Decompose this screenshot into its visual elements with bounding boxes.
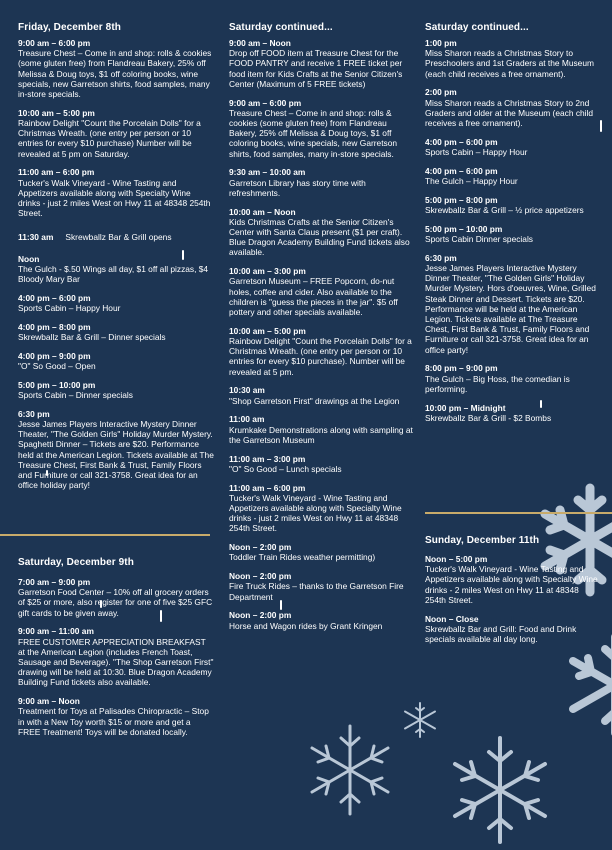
event-time: Noon – 2:00 pm: [229, 542, 292, 553]
event-time: 11:00 am – 6:00 pm: [18, 167, 95, 178]
event-time: 5:00 pm – 10:00 pm: [425, 223, 503, 234]
saturday-continued-event-list: [229, 38, 414, 639]
event-item: [425, 614, 600, 645]
event-item: [425, 195, 600, 215]
event-time: 9:00 am – 11:00 am: [18, 626, 94, 637]
event-description: Miss Sharon reads a Christmas Story to Preschoolers and 1st Graders at the Museum (each child receives a free ornament).: [425, 48, 594, 79]
event-time: 1:00 pm: [425, 38, 457, 48]
event-item: [425, 166, 600, 186]
event-item: [425, 363, 600, 394]
event-description: Sports Cabin Dinner specials: [425, 234, 533, 245]
event-description: The Gulch – Big Hoss, the comedian is performing.: [425, 373, 570, 394]
event-description: Sports Cabin – Happy Hour: [18, 303, 121, 314]
event-time: 9:00 am – 6:00 pm: [229, 97, 302, 108]
event-description: Skrewballz Bar & Grill opens: [65, 232, 172, 243]
event-time: 2:00 pm: [425, 87, 457, 98]
event-description: Jesse James Players Interactive Mystery Dinner Theater, "The Golden Girls" Holiday Murder Mystery. Hors d'oeuvres, Wine, Grilled Steak Dinner and Dessert. Tickets are $20. Performance will be held at the American Legion. Tickets available at The Treasure Chest, First Bank & Trust, Family Floors and Furniture or call 321-3758. Great idea for an office party!: [425, 263, 596, 355]
event-description: Rainbow Delight "Count the Porcelain Dolls" for a Christmas Wreath. (one entry per person or 10 entries for every $10 purchase). Number will be revealed at 5 pm.: [229, 336, 412, 377]
event-description: Tucker's Walk Vineyard - Wine Tasting and Appetizers available along with Specialty Wine drinks - just 2 miles West on Hwy 11 at 48348 254th Street.: [229, 492, 402, 534]
event-time: Noon: [18, 253, 40, 264]
event-time: Noon – 2:00 pm: [229, 610, 292, 621]
event-time: 10:00 am – 5:00 pm: [229, 325, 306, 336]
event-description: Miss Sharon reads a Christmas Story to 2nd Graders and older at the Museum (each child receives a free ornament).: [425, 97, 594, 129]
snowflake-icon: [400, 700, 440, 740]
event-time: Noon – 5:00 pm: [425, 554, 488, 564]
event-time: 7:00 am – 9:00 pm: [18, 577, 91, 587]
event-item: [18, 351, 214, 371]
event-description: Tucker's Walk Vineyard - Wine Tasting and Appetizers available along with Specialty Wine drinks - just 2 miles West on Hwy 11 at 48348 254th Street.: [18, 177, 211, 219]
event-item: [229, 542, 414, 562]
event-time: Noon – Close: [425, 613, 479, 624]
event-description: Kids Christmas Crafts at the Senior Citizen's Center with Santa Claus present ($1 per craft). Blue Dragon Academy Building Fund tickets also available.: [229, 216, 410, 258]
event-time: 4:00 pm – 8:00 pm: [18, 321, 91, 332]
event-time: 8:00 pm – 9:00 pm: [425, 363, 498, 374]
event-description: FREE CUSTOMER APPRECIATION BREAKFAST at the American Legion (includes French Toast, Sausage and Beverage). "The Shop Garretson First" drawing will be held at 10:30. Blue Dragon Academy Building Fund tickets also available.: [18, 636, 214, 688]
day-heading: Saturday continued...: [229, 22, 333, 33]
event-item: [18, 108, 214, 159]
event-item: [229, 38, 414, 89]
event-time: 6:30 pm: [18, 408, 50, 419]
event-time: 9:00 am – Noon: [229, 38, 291, 48]
event-description: Garretson Food Center – 10% off all grocery orders of $25 or more, also register for one of five $25 GFC gift cards to be given away.: [18, 587, 213, 618]
sunday-heading: [425, 530, 600, 548]
event-description: Drop off FOOD item at Treasure Chest for the FOOD PANTRY and receive 1 FREE ticket per food item for Kids Crafts at the Senior Citizen's Center (Maximum of 5 FREE tickets): [229, 48, 403, 89]
event-description: The Gulch - $.50 Wings all day, $1 off all pizzas, $4 Bloody Mary Bar: [18, 263, 209, 285]
event-time: 10:00 am – 3:00 pm: [229, 266, 306, 277]
event-description: "O" So Good – Open: [18, 361, 96, 372]
event-description: Tucker's Walk Vineyard - Wine Tasting and Appetizers available along with Specialty Wine drinks - 2 miles West on Hwy 11 at 48348 254th Street.: [425, 564, 598, 605]
event-item: [229, 414, 414, 445]
event-time: 4:00 pm – 6:00 pm: [425, 165, 498, 176]
event-item: [229, 266, 414, 317]
event-time: 11:30 am: [18, 232, 54, 243]
event-time: 11:00 am – 3:00 pm: [229, 453, 306, 464]
sunday-event-list: [425, 554, 600, 653]
event-description: Jesse James Players Interactive Mystery Dinner Theater, "The Golden Girls" Holiday Murder Mystery. Spaghetti Dinner – Tickets are $20. Performance held at the American Legion. Tickets available at The Treasure Chest, First Bank & Trust, Family Floors and Furniture or call 321-3758. Great idea for an office holiday party!: [18, 419, 214, 491]
event-time: 4:00 pm – 6:00 pm: [425, 136, 498, 147]
event-time: 6:30 pm: [425, 252, 457, 263]
event-item: [18, 227, 214, 245]
event-description: Sports Cabin – Dinner specials: [18, 390, 133, 401]
event-item: [229, 454, 414, 474]
friday-heading: [18, 17, 214, 35]
event-time: 5:00 pm – 10:00 pm: [18, 379, 96, 390]
saturday-evening-event-list: [425, 38, 600, 432]
event-time: 10:00 am – 5:00 pm: [18, 107, 95, 118]
event-item: [18, 322, 214, 342]
event-time: 4:00 pm – 6:00 pm: [18, 292, 91, 303]
day-heading: Saturday, December 9th: [18, 557, 134, 568]
snowflake-icon: [440, 730, 560, 850]
event-description: Garretson Library has story time with refreshments.: [229, 177, 366, 198]
event-description: Skrewballz Bar & Grill – Dinner specials: [18, 332, 166, 343]
event-item: [425, 137, 600, 157]
saturday-heading: [18, 552, 214, 570]
event-item: [229, 98, 414, 159]
event-time: 11:00 am – 6:00 pm: [229, 482, 306, 493]
snow-speck: [600, 120, 602, 132]
event-item: [229, 167, 414, 198]
event-time: 10:00 pm – Midnight: [425, 402, 506, 413]
day-heading: Friday, December 8th: [18, 22, 121, 33]
day-heading: Sunday, December 11th: [425, 535, 540, 546]
event-item: [425, 38, 600, 79]
event-item: [18, 254, 214, 285]
event-item: [18, 38, 214, 99]
day-heading: Saturday continued...: [425, 22, 529, 33]
event-description: Toddler Train Rides weather permitting): [229, 552, 376, 563]
event-item: [18, 293, 214, 313]
event-time: 9:00 am – 6:00 pm: [18, 38, 91, 48]
event-item: [425, 87, 600, 128]
event-time: 5:00 pm – 8:00 pm: [425, 194, 498, 205]
event-time: 9:30 am – 10:00 am: [229, 167, 306, 178]
event-item: [18, 380, 214, 400]
event-time: 11:00 am: [229, 414, 265, 425]
event-item: [18, 167, 214, 218]
saturday-continued-heading: [229, 17, 414, 35]
event-item: [229, 326, 414, 377]
event-item: [229, 571, 414, 602]
event-item: [425, 224, 600, 244]
event-description: Treasure Chest – Come in and shop: rolls & cookies (some gluten free) from Flandreau Bakery, 25% off Melissa & Doug toys, $1 off coloring books, wine specials, new Garretson shirts, food samples, many in-store specials.: [229, 107, 398, 159]
event-item: [18, 696, 214, 737]
event-description: The Gulch – Happy Hour: [425, 176, 518, 187]
event-time: Noon – 2:00 pm: [229, 571, 292, 582]
event-description: Skrewballz Bar & Grill – ½ price appetizers: [425, 205, 584, 216]
event-item: [229, 207, 414, 258]
event-description: Krumkake Demonstrations along with sampling at the Garretson Museum: [229, 424, 413, 445]
saturday-event-list: [18, 577, 214, 746]
event-item: [18, 409, 214, 491]
friday-event-list: [18, 38, 214, 499]
event-description: Treatment for Toys at Palisades Chiropractic – Stop in with a New Toy worth $15 or more and get a FREE Treatment! Toys will be donated locally.: [18, 706, 209, 737]
event-item: [18, 577, 214, 618]
saturday-continued-heading-2: [425, 17, 600, 35]
event-item: [229, 385, 414, 405]
event-description: Rainbow Delight "Count the Porcelain Dolls" for a Christmas Wreath. (one entry per person or 10 entries for every $10 purchase) Number will be revealed at 5 pm on Saturday.: [18, 118, 201, 159]
event-time: 10:00 am – Noon: [229, 206, 296, 217]
divider: [425, 512, 612, 514]
event-description: "O" So Good – Lunch specials: [229, 463, 342, 474]
event-time: 4:00 pm – 9:00 pm: [18, 350, 91, 361]
event-item: [425, 253, 600, 355]
event-item: [229, 483, 414, 534]
event-description: Skrewballz Bar and Grill: Food and Drink specials available all day long.: [425, 623, 577, 645]
event-description: Garretson Museum – FREE Popcorn, do-nut holes, coffee and cider. Also available to the children is "guess the pieces in the jar". $5 off pottery and other specials available.: [229, 276, 398, 318]
divider: [0, 534, 210, 536]
event-description: "Shop Garretson First" drawings at the Legion: [229, 395, 400, 406]
event-description: Horse and Wagon rides by Grant Kringen: [229, 620, 383, 631]
event-description: Sports Cabin – Happy Hour: [425, 147, 528, 158]
event-time: 10:30 am: [229, 385, 265, 396]
event-time: 9:00 am – Noon: [18, 696, 80, 707]
event-item: [229, 610, 414, 630]
event-item: [425, 554, 600, 605]
event-description: Skrewballz Bar & Grill - $2 Bombs: [425, 412, 552, 423]
event-item: [18, 626, 214, 687]
snowflake-icon: [300, 720, 400, 820]
event-item: [425, 403, 600, 423]
event-description: Treasure Chest – Come in and shop: rolls & cookies (some gluten free) from Flandreau Bakery, 25% off Melissa & Doug toys, $1 off coloring books, wine specials, new Garretson shirts, food samples, many in-store specials.: [18, 48, 212, 100]
event-description: Fire Truck Rides – thanks to the Garretson Fire Department: [229, 581, 404, 602]
